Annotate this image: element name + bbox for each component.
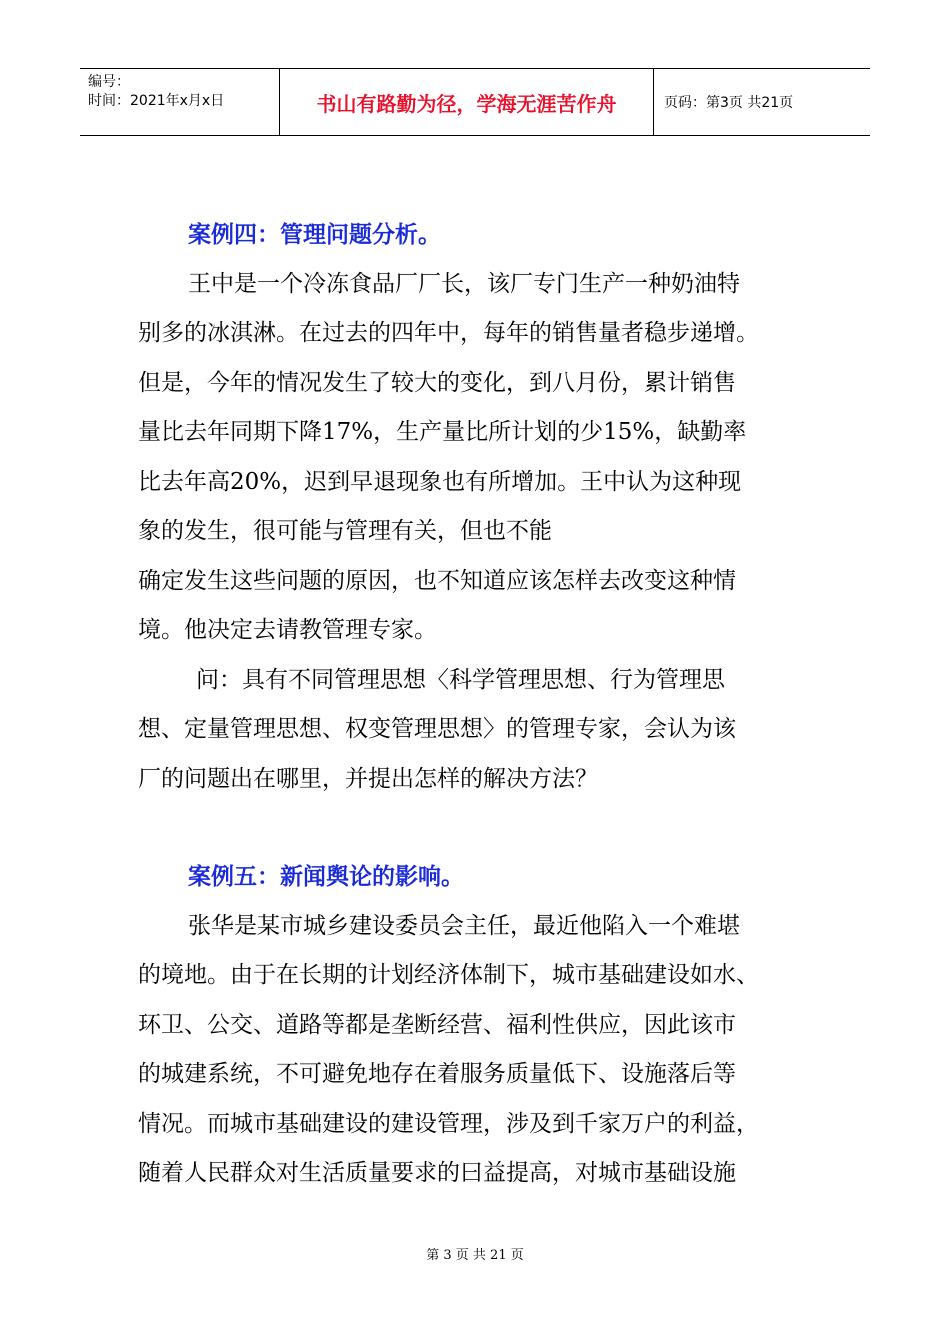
time-label: 时间：2021年x月x日 xyxy=(88,93,225,109)
case4-question-line: 问：具有不同管理思想〈科学管理思想、行为管理思 xyxy=(196,666,725,693)
number-label: 编号： xyxy=(88,74,130,90)
header-motto: 书山有路勤为径，学海无涯苦作舟 xyxy=(280,69,654,135)
case5-line: 的境地。由于在长期的计划经济体制下，城市基础建设如水、 xyxy=(138,962,759,988)
header-page-info: 页码：第3页 共21页 xyxy=(664,95,794,111)
case4-line: 象的发生，很可能与管理有关，但也不能 xyxy=(138,518,552,544)
case5-heading: 案例五：新闻舆论的影响。 xyxy=(188,863,464,890)
case5-line: 张华是某市城乡建设委员会主任，最近他陷入一个难堪 xyxy=(188,912,740,939)
header-meta xyxy=(80,69,280,135)
case4-line: 比去年高20%，迟到早退现象也有所增加。王中认为这种现 xyxy=(138,468,742,495)
page-footer: 第 3 页 共 21 页 xyxy=(426,1248,524,1263)
page-header xyxy=(80,68,870,136)
case4-line: 但是，今年的情况发生了较大的变化，到八月份，累计销售 xyxy=(138,369,736,396)
case4-question-line: 想、定量管理思想、权变管理思想〉的管理专家，会认为该 xyxy=(138,716,736,742)
case4-line: 别多的冰淇淋。在过去的四年中，每年的销售量者稳步递增。 xyxy=(138,320,759,346)
case4-heading: 案例四：管理问题分析。 xyxy=(188,221,441,248)
section-gap xyxy=(138,804,828,852)
case4-question-line: 厂的问题出在哪里，并提出怎样的解决方法？ xyxy=(138,765,598,792)
document-body xyxy=(138,210,828,1199)
case4-line: 境。他决定去请教管理专家。 xyxy=(138,617,437,643)
case5-line: 情况。而城市基础建设的建设管理，涉及到千家万户的利益， xyxy=(138,1110,759,1137)
case5-line: 环卫、公交、道路等都是垄断经营、福利性供应，因此该市 xyxy=(138,1011,736,1038)
case4-line: 量比去年同期下降17%，生产量比所计划的少15%，缺勤率 xyxy=(138,419,747,445)
case5-line: 随着人民群众对生活质量要求的曰益提高，对城市基础设施 xyxy=(138,1160,736,1186)
case4-line: 确定发生这些问题的原因，也不知道应该怎样去改变这种情 xyxy=(138,567,736,594)
case5-line: 的城建系统，不可避免地存在着服务质量低下、设施落后等 xyxy=(138,1061,736,1087)
case4-line: 王中是一个冷冻食品厂厂长，该厂专门生产一种奶油特 xyxy=(188,270,740,297)
